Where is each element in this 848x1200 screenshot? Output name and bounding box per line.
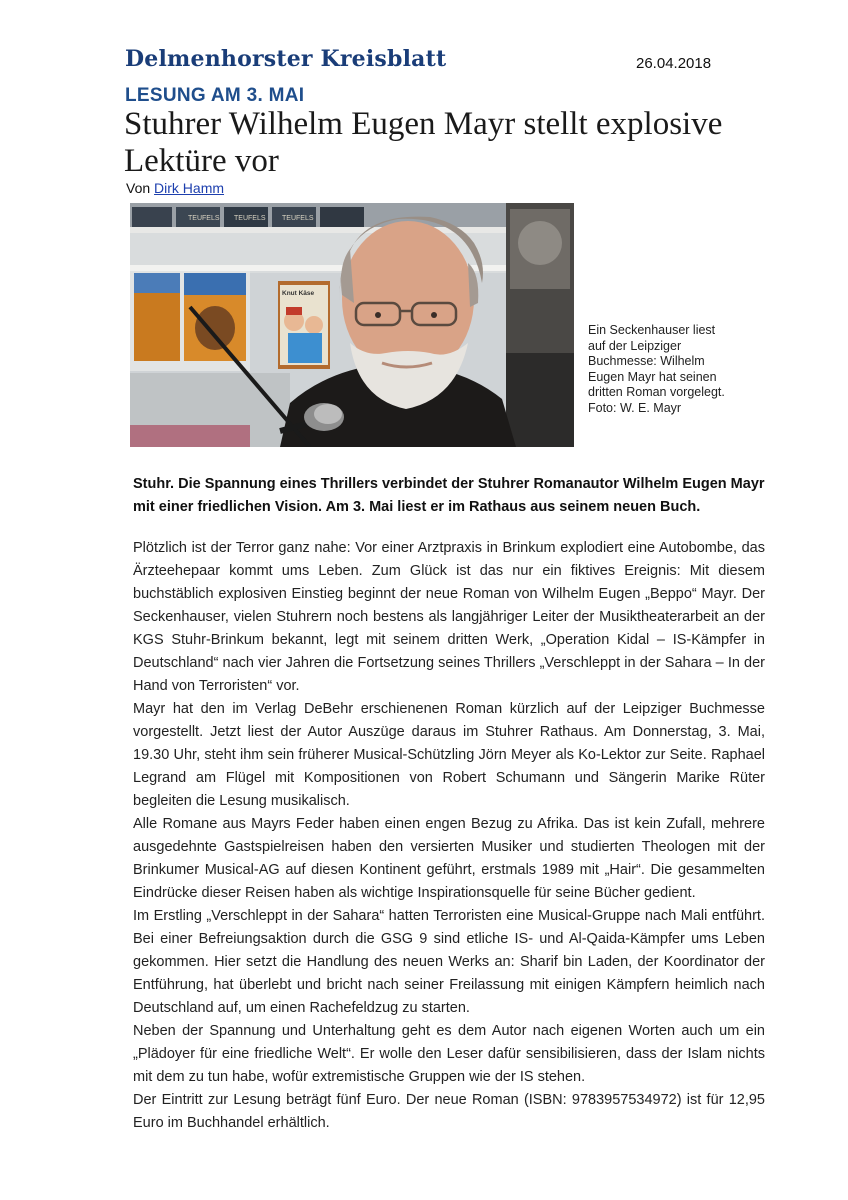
publication-date: 26.04.2018 <box>636 55 712 72</box>
article-body <box>133 537 765 1135</box>
article-kicker: LESUNG AM 3. MAI <box>125 85 305 106</box>
body-paragraph: Mayr hat den im Verlag DeBehr erschienenen Roman kürzlich auf der Leipziger Buchmesse vorgestellt. Jetzt liest der Autor Auszüge daraus im Stuhrer Rathaus. Am Donnerstag, 3. Mai, 19.30 Uhr, steht ihm sein früherer Musical-Schützling Jörn Meyer als Ko-Lektor zur Seite. Raphael Legrand am Flügel mit Kompositionen von Robert Schumann und Sängerin Marike Rüter begleiten die Lesung musikalisch. <box>133 701 765 809</box>
article-headline: Stuhrer Wilhelm Eugen Mayr stellt explosive Lektüre vor <box>124 106 723 179</box>
book-spine-label: TEUFELS <box>282 215 314 222</box>
byline <box>126 180 224 196</box>
book-cover-label: Knut Käse <box>282 290 315 297</box>
body-paragraph: Plötzlich ist der Terror ganz nahe: Vor einer Arztpraxis in Brinkum explodiert eine Autobombe, das Ärzteehepaar kommt ums Leben. Zum Glück ist das nur ein fiktives Ereignis: Mit diesem buchstäblich explosiven Einstieg beginnt der neue Roman von Wilhelm Eugen „Beppo“ Mayr. Der Seckenhauser, vielen Stuhrern noch bestens als langjähriger Leiter der Musiktheaterarbeit an der KGS Stuhr-Brinkum bekannt, legt mit seinem dritten Werk, „Operation Kidal – IS-Kämpfer in Deutschland“ nach vier Jahren die Fortsetzung seines Thrillers „Verschleppt in der Sahara – In der Hand von Terroristen“ vor. <box>133 540 765 694</box>
photo-caption: Ein Seckenhauser liest auf der Leipziger Buchmesse: Wilhelm Eugen Mayr hat seinen dritten Roman vorgelegt. Foto: W. E. Mayr <box>588 323 725 415</box>
book-spine-label: TEUFELS <box>188 215 220 222</box>
body-paragraph: Der Eintritt zur Lesung beträgt fünf Euro. Der neue Roman (ISBN: 9783957534972) ist für 12,95 Euro im Buchhandel erhältlich. <box>133 1092 765 1131</box>
book-spine-label: TEUFELS <box>234 215 266 222</box>
body-paragraph: Alle Romane aus Mayrs Feder haben einen engen Bezug zu Afrika. Das ist kein Zufall, mehrere ausgedehnte Gastspielreisen haben den versierten Musiker und studierten Theologen mit der Brinkumer Musical-AG auf diesen Kontinent geführt, erstmals 1989 mit „Hair“. Die gesammelten Eindrücke dieser Reisen haben als wichtige Inspirationsquelle für seine Bücher gedient. <box>133 816 765 901</box>
author-link[interactable]: Dirk Hamm <box>154 180 225 196</box>
author-portrait-image <box>130 203 574 447</box>
newspaper-masthead: Delmenhorster Kreisblatt <box>125 46 447 72</box>
article-photo <box>130 203 574 447</box>
body-paragraph: Im Erstling „Verschleppt in der Sahara“ hatten Terroristen eine Musical-Gruppe nach Mali entführt. Bei einer Befreiungsaktion durch die GSG 9 sind etliche IS- und Al-Qaida-Kämpfer ums Leben gekommen. Hier setzt die Handlung des neuen Werks an: Sharif bin Laden, der Koordinator der Entführung, hat überlebt und bricht nach seiner Freilassung mit einigen Kämpfern heimlich nach Deutschland auf, um einen Rachefeldzug zu starten. <box>133 908 765 1016</box>
article-lead: Stuhr. Die Spannung eines Thrillers verbindet der Stuhrer Romanautor Wilhelm Eugen Mayr mit einer friedlichen Vision. Am 3. Mai liest er im Rathaus aus seinem neuen Buch. <box>133 476 765 515</box>
byline-prefix: Von <box>126 180 151 196</box>
body-paragraph: Neben der Spannung und Unterhaltung geht es dem Autor nach eigenen Worten auch um ein „Plädoyer für eine friedliche Welt“. Er wolle den Leser dafür sensibilisieren, dass der Islam nichts mit dem zu tun habe, wofür extremistische Gruppen wie der IS stehen. <box>133 1023 765 1085</box>
